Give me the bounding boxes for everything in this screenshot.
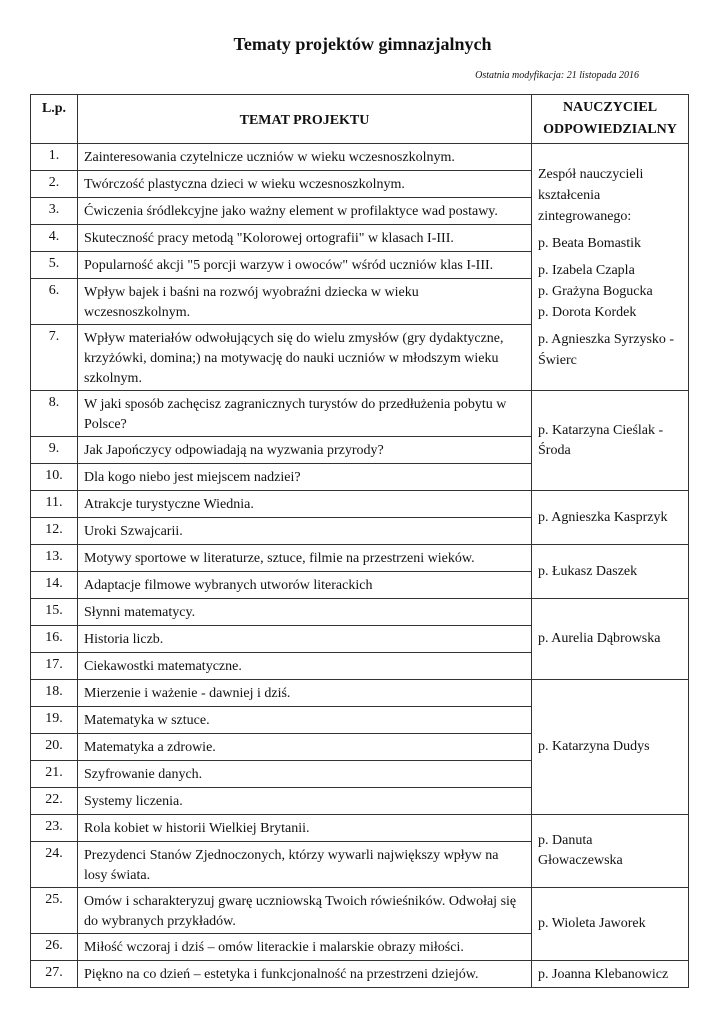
row-topic: Atrakcje turystyczne Wiednia. (78, 491, 532, 518)
teacher-line: p. Agnieszka Kasprzyk (538, 509, 668, 525)
teacher-line: p. Aurelia Dąbrowska (538, 631, 661, 646)
row-number: 19. (31, 707, 78, 734)
table-row (31, 815, 689, 842)
teacher-line: Głowaczewska (538, 853, 623, 868)
row-topic: Ciekawostki matematyczne. (78, 653, 532, 680)
row-topic: Motywy sportowe w literaturze, sztuce, filmie na przestrzeni wieków. (78, 545, 532, 572)
row-number: 2. (31, 171, 78, 198)
row-number: 23. (31, 815, 78, 842)
teacher-line: p. Wioleta Jaworek (538, 916, 646, 931)
teacher-line: zintegrowanego: (538, 208, 632, 224)
teacher-group-6 (532, 680, 689, 815)
row-number: 18. (31, 680, 78, 707)
teacher-line: kształcenia (538, 187, 601, 203)
row-number: 25. (31, 888, 78, 934)
header-teacher (532, 95, 689, 144)
row-number: 26. (31, 934, 78, 961)
row-topic: Systemy liczenia. (78, 788, 532, 815)
row-number: 24. (31, 842, 78, 888)
teacher-line: p. Beata Bomastik (538, 235, 642, 251)
page-title: Tematy projektów gimnazjalnych (233, 34, 492, 54)
teacher-line: p. Dorota Kordek (538, 304, 637, 320)
teacher-group-2 (532, 391, 689, 491)
row-topic: Adaptacje filmowe wybranych utworów literackich (78, 572, 532, 599)
row-number: 5. (31, 252, 78, 279)
teacher-line: Środa (538, 443, 571, 458)
teacher-line: p. Katarzyna Dudys (538, 739, 650, 754)
row-number: 11. (31, 491, 78, 518)
row-number: 15. (31, 599, 78, 626)
row-topic: Ćwiczenia śródlekcyjne jako ważny element w profilaktyce wad postawy. (78, 198, 532, 225)
table-row (31, 961, 689, 988)
teacher-group-7 (532, 815, 689, 888)
table-row (31, 144, 689, 171)
row-number: 17. (31, 653, 78, 680)
row-topic: Popularność akcji "5 porcji warzyw i owoców" wśród uczniów klas I-III. (78, 252, 532, 279)
row-topic: Wpływ bajek i baśni na rozwój wyobraźni dziecka w wieku wczesnoszkolnym. (78, 279, 532, 325)
row-topic: Piękno na co dzień – estetyka i funkcjonalność na przestrzeni dziejów. (78, 961, 532, 988)
row-number: 14. (31, 572, 78, 599)
row-topic: Omów i scharakteryzuj gwarę uczniowską Twoich rówieśników. Odwołaj się do wybranych przykładów. (78, 888, 532, 934)
row-topic: Matematyka w sztuce. (78, 707, 532, 734)
row-number: 16. (31, 626, 78, 653)
table-row (31, 599, 689, 626)
row-topic: W jaki sposób zachęcisz zagranicznych turystów do przedłużenia pobytu w Polsce? (78, 391, 532, 437)
row-topic: Skuteczność pracy metodą "Kolorowej ortografii" w klasach I-III. (78, 225, 532, 252)
row-topic: Szyfrowanie danych. (78, 761, 532, 788)
row-number: 3. (31, 198, 78, 225)
teacher-line: p. Katarzyna Cieślak - (538, 423, 664, 438)
teacher-line: p. Joanna Klebanowicz (538, 967, 669, 982)
table-row (31, 491, 689, 518)
table-row (31, 888, 689, 934)
row-topic: Słynni matematycy. (78, 599, 532, 626)
row-topic: Twórczość plastyczna dzieci w wieku wczesnoszkolnym. (78, 171, 532, 198)
teacher-group-8 (532, 888, 689, 961)
row-number: 10. (31, 464, 78, 491)
teacher-group-1 (532, 144, 689, 391)
teacher-line: p. Grażyna Bogucka (538, 283, 653, 299)
teacher-line: p. Danuta (538, 833, 593, 848)
row-number: 1. (31, 144, 78, 171)
last-modified-note: Ostatnia modyfikacja: 21 listopada 2016 (475, 70, 639, 81)
row-number: 27. (31, 961, 78, 988)
row-number: 20. (31, 734, 78, 761)
row-number: 9. (31, 437, 78, 464)
table-row (31, 545, 689, 572)
row-topic: Miłość wczoraj i dziś – omów literackie i malarskie obrazy miłości. (78, 934, 532, 961)
header-teacher-line2: ODPOWIEDZIALNY (543, 122, 677, 137)
header-teacher-line1: NAUCZYCIEL (562, 100, 658, 115)
row-topic: Zainteresowania czytelnicze uczniów w wieku wczesnoszkolnym. (78, 144, 532, 171)
row-topic: Matematyka a zdrowie. (78, 734, 532, 761)
row-topic: Mierzenie i ważenie - dawniej i dziś. (78, 680, 532, 707)
teacher-group-3 (532, 491, 689, 545)
table-header-row (31, 95, 689, 144)
header-topic: TEMAT PROJEKTU (78, 95, 532, 144)
row-number: 22. (31, 788, 78, 815)
teacher-line: p. Agnieszka Syrzysko - (538, 331, 675, 347)
teacher-line: Zespół nauczycieli (538, 166, 644, 182)
table-row (31, 680, 689, 707)
row-number: 4. (31, 225, 78, 252)
teacher-line: p. Łukasz Daszek (538, 563, 638, 579)
header-lp: L.p. (31, 95, 78, 144)
row-topic: Historia liczb. (78, 626, 532, 653)
row-topic: Wpływ materiałów odwołujących się do wielu zmysłów (gry dydaktyczne, krzyżówki, domina;) na motywację do nauki uczniów w młodszym wieku szkolnym. (78, 325, 532, 391)
row-topic: Dla kogo niebo jest miejscem nadziei? (78, 464, 532, 491)
row-number: 7. (31, 325, 78, 391)
table-row (31, 391, 689, 437)
teacher-group-4 (532, 545, 689, 599)
row-number: 13. (31, 545, 78, 572)
teacher-line: p. Izabela Czapla (538, 262, 635, 278)
row-number: 21. (31, 761, 78, 788)
row-topic: Rola kobiet w historii Wielkiej Brytanii. (78, 815, 532, 842)
teacher-line: Świerc (538, 352, 577, 368)
row-number: 8. (31, 391, 78, 437)
row-topic: Uroki Szwajcarii. (78, 518, 532, 545)
row-number: 12. (31, 518, 78, 545)
teacher-group-9 (532, 961, 689, 988)
row-topic: Jak Japończycy odpowiadają na wyzwania przyrody? (78, 437, 532, 464)
projects-table (30, 94, 689, 988)
row-number: 6. (31, 279, 78, 325)
teacher-group-5 (532, 599, 689, 680)
row-topic: Prezydenci Stanów Zjednoczonych, którzy wywarli największy wpływ na losy świata. (78, 842, 532, 888)
